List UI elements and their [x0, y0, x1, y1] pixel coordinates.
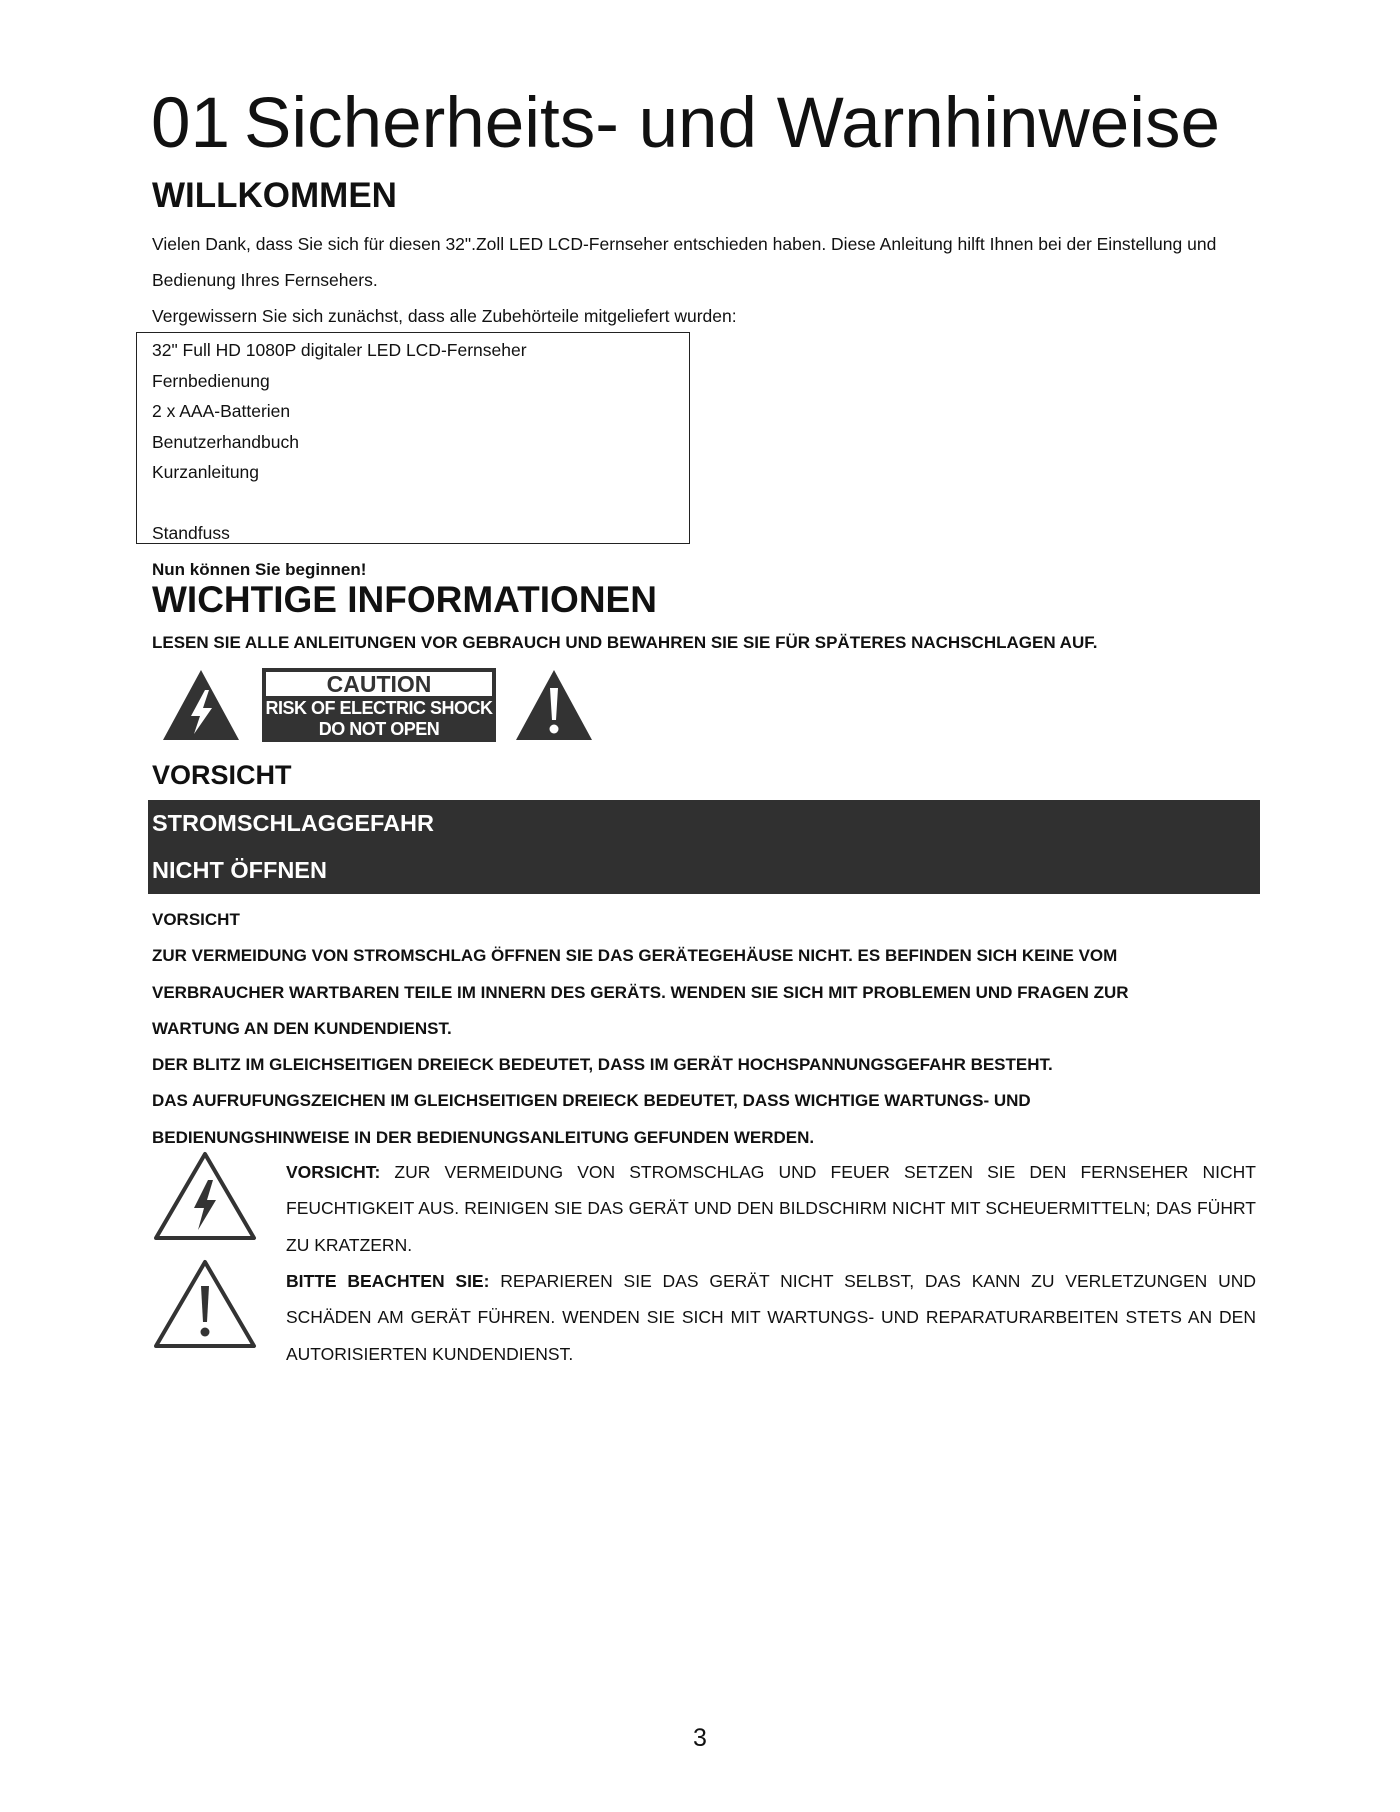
note-caution — [286, 1154, 1256, 1263]
list-item: 2 x AAA-Batterien — [152, 401, 291, 421]
exclamation-warning-icon — [514, 668, 594, 742]
intro-text — [152, 226, 1262, 334]
caution-line-1: RISK OF ELECTRIC SHOCK — [265, 698, 493, 718]
electric-shock-warning-icon — [161, 668, 241, 742]
exclamation-warning-icon — [152, 1258, 258, 1350]
electric-shock-warning-icon — [152, 1150, 258, 1242]
caution-line: ZUR VERMEIDUNG VON STROMSCHLAG ÖFFNEN SIE DAS GERÄTEGEHÄUSE NICHT. ES BEFINDEN SICH KEINE VOM — [152, 946, 1118, 966]
caution-text-block — [152, 902, 1272, 1156]
page-number: 3 — [693, 1724, 707, 1752]
vorsicht-heading: VORSICHT — [152, 760, 292, 790]
accessories-intro: Vergewissern Sie sich zunächst, dass alle Zubehörteile mitgeliefert wurden: — [152, 306, 737, 326]
list-item: 32" Full HD 1080P digitaler LED LCD-Fernseher — [152, 340, 527, 360]
note-attention-label: BITTE BEACHTEN SIE: — [286, 1271, 490, 1291]
note-caution-label: VORSICHT: — [286, 1162, 381, 1182]
intro-line-1: Vielen Dank, dass Sie sich für diesen 32".Zoll LED LCD-Fernseher entschieden haben. Diese Anleitung hilft Ihnen bei der Einstellung und — [152, 234, 1217, 254]
caution-line: VORSICHT — [152, 910, 240, 929]
caution-line: DAS AUFRUFUNGSZEICHEN IM GLEICHSEITIGEN DREIECK BEDEUTET, DASS WICHTIGE WARTUNGS- UND — [152, 1091, 1031, 1111]
list-item: Fernbedienung — [152, 370, 270, 391]
caution-line: VERBRAUCHER WARTBAREN TEILE IM INNERN DES GERÄTS. WENDEN SIE SICH MIT PROBLEMEN UND FRAGEN ZUR — [152, 982, 1129, 1002]
note-attention-text: REPARIEREN SIE DAS GERÄT NICHT SELBST, DAS KANN ZU VERLETZUNGEN UND SCHÄDEN AM GERÄT FÜHREN. WENDEN SIE SICH MIT WARTUNGS- UND REPARATURARBEITEN STETS AN DEN AUTORISIERTEN KUNDENDIENST. — [286, 1271, 1256, 1364]
list-item: Benutzerhandbuch — [152, 431, 299, 452]
banner-line-2: NICHT ÖFFNEN — [152, 857, 327, 883]
accessories-list — [152, 333, 527, 547]
note-caution-text: ZUR VERMEIDUNG VON STROMSCHLAG UND FEUER SETZEN SIE DEN FERNSEHER NICHT FEUCHTIGKEIT AUS. REINIGEN SIE DAS GERÄT UND DEN BILDSCHIRM NICHT MIT SCHEUERMITTELN; DAS FÜHRT ZU KRATZERN. — [286, 1162, 1256, 1255]
caution-line-2: DO NOT OPEN — [318, 719, 440, 739]
important-heading: WICHTIGE INFORMATIONEN — [152, 579, 657, 620]
note-attention — [286, 1263, 1256, 1372]
shock-warning-banner — [148, 800, 1260, 894]
read-instructions-text: LESEN SIE ALLE ANLEITUNGEN VOR GEBRAUCH UND BEWAHREN SIE SIE FÜR SPÄTERES NACHSCHLAGEN AUF. — [152, 633, 1098, 652]
accessories-box — [136, 332, 690, 544]
list-item: Kurzanleitung — [152, 462, 260, 482]
caution-line: DER BLITZ IM GLEICHSEITIGEN DREIECK BEDEUTET, DASS IM GERÄT HOCHSPANNUNGSGEFAHR BESTEHT. — [152, 1055, 1053, 1075]
intro-line-2: Bedienung Ihres Fernsehers. — [152, 270, 378, 290]
chapter-heading: Sicherheits- und Warnhinweise — [243, 84, 1221, 163]
ready-text: Nun können Sie beginnen! — [152, 560, 367, 579]
caution-label — [262, 668, 496, 742]
banner-line-1: STROMSCHLAGGEFAHR — [152, 810, 434, 836]
caution-title: CAUTION — [266, 672, 492, 696]
welcome-heading: WILLKOMMEN — [152, 176, 397, 215]
caution-line: BEDIENUNGSHINWEISE IN DER BEDIENUNGSANLEITUNG GEFUNDEN WERDEN. — [152, 1127, 815, 1147]
list-item: Standfuss — [152, 523, 230, 543]
chapter-title — [151, 84, 1221, 163]
caution-line: WARTUNG AN DEN KUNDENDIENST. — [152, 1018, 452, 1038]
chapter-number: 01 — [151, 84, 230, 163]
